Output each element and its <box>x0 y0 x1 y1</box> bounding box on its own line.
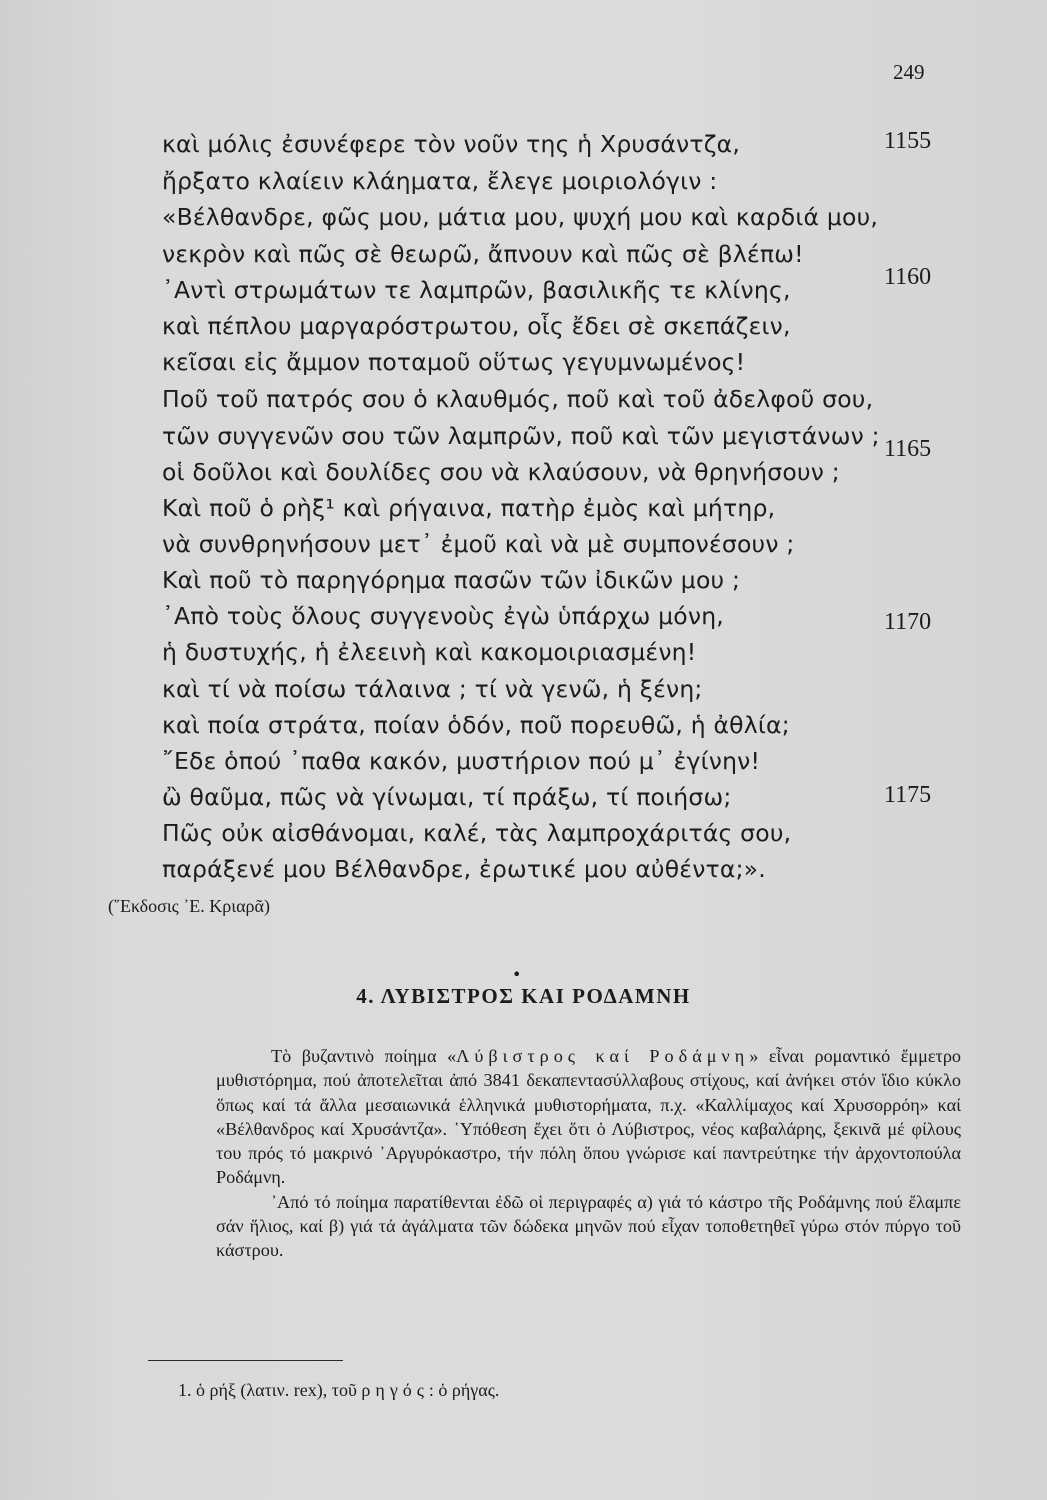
verse-line: ᾿Αντὶ στρωμάτων τε λαμπρῶν, βασιλικῆς τε κλίνης, <box>162 276 791 304</box>
verse-line: ὢ θαῦμα, πῶς νὰ γίνωμαι, τί πράξω, τί ποιήσω; <box>162 783 732 811</box>
footnote-text: 1. ὁ ρήξ (λατιν. rex), τοῦ <box>178 1380 362 1400</box>
footnote-text-end: : ὁ ρήγας. <box>428 1380 500 1400</box>
verse-line: ἡ δυστυχής, ἡ ἐλεεινὴ καὶ κακομοιριασμένη! <box>162 638 697 666</box>
page-number: 249 <box>893 60 925 84</box>
verse-number: 1165 <box>884 436 932 462</box>
intro-paragraph-2: ᾿Από τό ποίημα παρατίθενται ἐδῶ οἱ περιγραφές α) γιά τό κάστρο τῆς Ροδάμνης πού ἔλαμπε σάν ἥλιος, καί β) γιά τά ἀγάλματα τῶν δώδεκα μηνῶν πού εἶχαν τοποθετηθεῖ γύρω στόν πύργο τοῦ κάστρου. <box>216 1191 961 1261</box>
footnote <box>178 1380 499 1401</box>
intro-text <box>216 1044 961 1263</box>
intro-text-rest: » εἶναι ρομαντικό ἔμμετρο μυθιστόρημα, πού ἀποτελεῖται ἀπό 3841 δεκαπεντασύλλαβους στίχους, καί ἀνήκει στόν ἴδιο κύκλο ὅπως καί τά ἄλλα μεσαιωνικά ἑλληνικά μυθιστορήματα, π.χ. «Καλλίμαχος καί Χρυσορρόη» καί «Βέλθανδρος καί Χρυσάντζα». ῾Υπόθεση ἔχει ὅτι ὁ Λύβιστρος, νέος καβαλάρης, ξεκινᾶ μέ φίλους του πρός τό μακρινό ᾿Αργυρόκαστρο, τήν πόλη ὅπου γνώρισε καί παντρεύτηκε τήν ἀρχοντοπούλα Ροδάμνη. <box>216 1046 961 1188</box>
verse-line: ᾿Απὸ τοὺς ὅλους συγγενοὺς ἐγὼ ὑπάρχω μόνη, <box>162 602 724 630</box>
intro-text-start: Τὸ βυζαντινὸ ποίημα « <box>271 1046 457 1066</box>
verse-line: τῶν συγγενῶν σου τῶν λαμπρῶν, ποῦ καὶ τῶν μεγιστάνων ; <box>162 422 880 450</box>
verse-line: καὶ μόλις ἐσυνέφερε τὸν νοῦν της ἡ Χρυσάντζα, <box>162 130 741 158</box>
verse-line: Καὶ ποῦ τὸ παρηγόρημα πασῶν τῶν ἰδικῶν μου ; <box>162 566 741 594</box>
verse-number: 1160 <box>884 264 932 290</box>
verse-line: Ποῦ τοῦ πατρός σου ὁ κλαυθμός, ποῦ καὶ τοῦ ἀδελφοῦ σου, <box>162 385 874 413</box>
verse-line: Πῶς οὐκ αἰσθάνομαι, καλέ, τὰς λαμπροχάριτάς σου, <box>162 819 792 847</box>
verse-number: 1170 <box>884 609 932 635</box>
edition-note: (῞Εκδοσις ᾿Ε. Κριαρᾶ) <box>108 896 270 916</box>
verse-line: «Βέλθανδρε, φῶς μου, μάτια μου, ψυχή μου καὶ καρδιά μου, <box>162 203 879 231</box>
verse-line: παράξενέ μου Βέλθανδρε, ἐρωτικέ μου αὐθέντα;». <box>162 855 766 883</box>
verse-number: 1155 <box>884 128 932 154</box>
verse-number: 1175 <box>884 782 932 808</box>
verse-line: ῎Εδε ὁπού ᾿παθα κακόν, μυστήριον πού μ᾿ ἐγίνην! <box>162 747 761 775</box>
intro-paragraph <box>216 1044 961 1190</box>
verse-line: καὶ πέπλου μαργαρόστρωτου, οἷς ἔδει σὲ σκεπάζειν, <box>162 312 791 340</box>
section-heading: 4. ΛΥΒΙΣΤΡΟΣ ΚΑΙ ΡΟΔΑΜΝΗ <box>356 984 691 1008</box>
verse-line: νεκρὸν καὶ πῶς σὲ θεωρῶ, ἄπνουν καὶ πῶς σὲ βλέπω! <box>162 240 804 268</box>
verse-line: οἱ δοῦλοι καὶ δουλίδες σου νὰ κλαύσουν, νὰ θρηνήσουν ; <box>162 458 840 486</box>
footnote-spaced-word: ρηγός <box>361 1380 429 1400</box>
verse-line: καὶ ποία στράτα, ποίαν ὁδόν, ποῦ πορευθῶ, ἡ ἀθλία; <box>162 711 790 739</box>
verse-line: Καὶ ποῦ ὁ ρὴξ¹ καὶ ρήγαινα, πατὴρ ἐμὸς καὶ μήτηρ, <box>162 494 776 522</box>
verse-line: ἤρξατο κλαίειν κλάηματα, ἔλεγε μοιριολόγιν : <box>162 167 718 195</box>
bullet-dot: • <box>512 965 522 984</box>
footnote-rule <box>148 1360 343 1361</box>
verse-line: καὶ τί νὰ ποίσω τάλαινα ; τί νὰ γενῶ, ἡ ξένη; <box>162 675 703 703</box>
poem-title-spaced: Λύβιστρος καί Ροδάμνη <box>456 1046 750 1066</box>
verse-line: κεῖσαι εἰς ἄμμον ποταμοῦ οὕτως γεγυμνωμένος! <box>162 348 746 376</box>
verse-line: νὰ συνθρηνήσουν μετ᾿ ἐμοῦ καὶ νὰ μὲ συμπονέσουν ; <box>162 530 795 558</box>
